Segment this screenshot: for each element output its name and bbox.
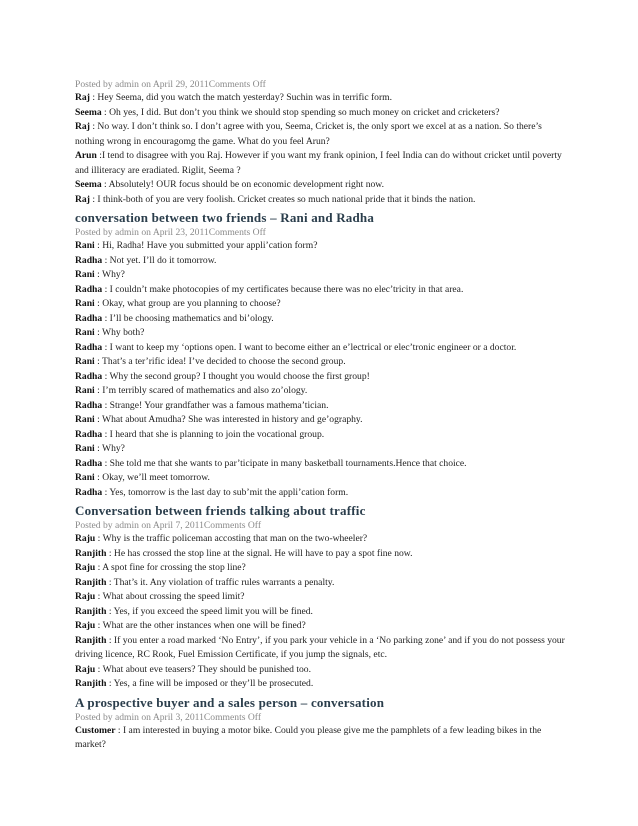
dialogue-line [75, 532, 567, 547]
dialogue-text: Why the second group? I thought you would choose the first group! [109, 370, 370, 382]
post-title[interactable]: Conversation between friends talking about traffic [75, 503, 366, 518]
speaker-name: Rani [75, 443, 95, 454]
speaker-name: Rani [75, 356, 95, 367]
speaker-separator: : [94, 443, 103, 454]
speaker-name: Rani [75, 385, 95, 396]
speaker-separator: : [102, 486, 110, 498]
speaker-separator: : [94, 327, 103, 338]
dialogue-text: Why? [102, 269, 125, 280]
dialogue-line [75, 149, 567, 178]
speaker-separator: : [94, 356, 103, 367]
speaker-separator: : [102, 312, 110, 324]
dialogue-line [75, 239, 567, 254]
dialogue-line [75, 428, 567, 443]
dialogue-line [75, 561, 567, 576]
dialogue-text: Hey Seema, did you watch the match yesterday? Suchin was in terrific form. [97, 92, 393, 103]
post-meta: Posted by admin on April 23, 2011Comments Off [75, 227, 266, 238]
speaker-name: Ranjith [75, 547, 107, 559]
dialogue-line [75, 457, 567, 472]
dialogue-line [75, 178, 567, 193]
speaker-separator: : [102, 399, 110, 411]
speaker-separator: : [102, 457, 110, 469]
dialogue-text: A spot fine for crossing the stop line? [102, 562, 246, 573]
speaker-name: Rani [75, 327, 95, 338]
dialogue-line [75, 442, 567, 457]
speaker-separator: : [94, 385, 103, 396]
dialogue-line [75, 384, 567, 399]
post-title[interactable]: A prospective buyer and a sales person – conversation [75, 694, 385, 710]
speaker-name: Raj [75, 121, 90, 132]
speaker-name: Radha [75, 312, 103, 324]
dialogue-line [75, 413, 567, 428]
speaker-separator: : [102, 283, 110, 295]
document-body [75, 78, 567, 753]
dialogue-text: Absolutely! OUR focus should be on economic development right now. [108, 179, 384, 190]
speaker-name: Rani [75, 414, 95, 425]
dialogue-line [75, 634, 567, 663]
dialogue-text: That’s a ter’rific idea! I’ve decided to choose the second group. [102, 356, 346, 367]
post-section [75, 209, 567, 500]
dialogue-line [75, 399, 567, 414]
dialogue-text: Not yet. I’ll do it tomorrow. [109, 254, 217, 266]
dialogue-line [75, 605, 567, 620]
speaker-name: Ranjith [75, 605, 107, 617]
dialogue-text: No way. I don’t think so. I don’t agree with you, Seema, Cricket is, the only sport we excel at as a nation. So there’s nothing wrong in encouragomg the game. What do you feel Arun? [75, 121, 542, 147]
speaker-separator: : [94, 298, 103, 309]
speaker-separator: : [106, 576, 114, 588]
dialogue-line [75, 355, 567, 370]
dialogue-text: She told me that she wants to par’ticipate in many basketball tournaments.Hence that choice. [109, 457, 467, 469]
dialogue-line [75, 341, 567, 356]
post-title[interactable]: conversation between two friends – Rani and Radha [75, 210, 375, 225]
speaker-separator: : [89, 121, 98, 132]
speaker-name: Arun [75, 150, 97, 161]
speaker-name: Ranjith [75, 634, 107, 646]
speaker-separator: : [94, 240, 103, 251]
speaker-name: Radha [75, 283, 103, 295]
speaker-separator: : [101, 179, 109, 190]
speaker-name: Raju [75, 620, 96, 631]
dialogue-text: He has crossed the stop line at the signal. He will have to pay a spot fine now. [113, 547, 413, 559]
speaker-separator: : [106, 634, 114, 646]
dialogue-text: I’ll be choosing mathematics and bi’ology. [109, 312, 274, 324]
speaker-name: Rani [75, 472, 95, 483]
speaker-name: Radha [75, 399, 103, 411]
speaker-separator: : [89, 92, 98, 103]
speaker-name: Seema [75, 106, 102, 118]
speaker-name: Raju [75, 562, 96, 573]
speaker-separator: : [102, 428, 110, 440]
dialogue-text: I think-both of you are very foolish. Cricket creates so much national pride that it binds the nation. [97, 193, 476, 205]
dialogue-line [75, 486, 567, 501]
dialogue-text: Okay, what group are you planning to choose? [102, 298, 281, 309]
speaker-separator: : [96, 150, 102, 161]
dialogue-line [75, 297, 567, 312]
speaker-separator: : [94, 414, 103, 425]
speaker-name: Radha [75, 370, 103, 382]
dialogue-line [75, 91, 567, 106]
dialogue-text: Oh yes, I did. But don’t you think we should stop spending so much money on cricket and cricketers? [109, 106, 500, 118]
speaker-separator: : [102, 370, 110, 382]
dialogue-line [75, 326, 567, 341]
speaker-separator: : [95, 591, 103, 602]
dialogue-text: Yes, tomorrow is the last day to sub’mit the appli’cation form. [109, 486, 349, 498]
post-section [75, 694, 567, 753]
dialogue-text: If you enter a road marked ‘No Entry’, if you park your vehicle in a ‘No parking zone’ and if you do not possess your driving licence, RC Rook, Fuel Emission Certificate, if you jump the signals, etc. [75, 634, 565, 660]
dialogue-line [75, 724, 567, 753]
speaker-name: Radha [75, 254, 103, 266]
speaker-name: Raju [75, 533, 96, 544]
dialogue-line [75, 370, 567, 385]
speaker-name: Ranjith [75, 678, 107, 689]
speaker-name: Seema [75, 179, 102, 190]
dialogue-line [75, 268, 567, 283]
speaker-separator: : [102, 254, 110, 266]
speaker-name: Raju [75, 663, 96, 675]
speaker-separator: : [95, 533, 103, 544]
speaker-separator: : [102, 341, 110, 353]
speaker-separator: : [95, 663, 103, 675]
speaker-separator: : [115, 724, 123, 736]
dialogue-line [75, 590, 567, 605]
dialogue-text: Hi, Radha! Have you submitted your appli’cation form? [102, 240, 318, 251]
dialogue-text: Why? [102, 443, 125, 454]
dialogue-text: I couldn’t make photocopies of my certificates because there was no elec’tricity in that area. [109, 283, 464, 295]
dialogue-line [75, 312, 567, 327]
post-meta: Posted by admin on April 3, 2011Comments Off [75, 711, 262, 723]
dialogue-line [75, 677, 567, 692]
dialogue-text: I tend to disagree with you Raj. However if you want my frank opinion, I feel India can do without cricket until poverty and illiteracy are eradiated. Riglit, Seema ? [75, 150, 562, 176]
dialogue-text: I heard that she is planning to join the vocational group. [109, 428, 325, 440]
speaker-name: Radha [75, 457, 103, 469]
dialogue-line [75, 619, 567, 634]
dialogue-line [75, 254, 567, 269]
speaker-separator: : [106, 547, 114, 559]
dialogue-text: I want to keep my ‘options open. I want to become either an e’lectrical or elec’tronic engineer or a doctor. [109, 341, 517, 353]
speaker-separator: : [106, 678, 114, 689]
dialogue-line [75, 576, 567, 591]
dialogue-text: I am interested in buying a motor bike. Could you please give me the pamphlets of a few leading bikes in the market? [75, 724, 542, 750]
dialogue-text: What are the other instances when one will be fined? [102, 620, 306, 631]
dialogue-text: Okay, we’ll meet tomorrow. [102, 472, 210, 483]
dialogue-text: Yes, a fine will be imposed or they’ll be prosecuted. [113, 678, 314, 689]
speaker-separator: : [94, 472, 103, 483]
dialogue-text: That’s it. Any violation of traffic rules warrants a penalty. [113, 576, 335, 588]
speaker-separator: : [89, 193, 98, 205]
dialogue-line [75, 547, 567, 562]
dialogue-text: What about eve teasers? They should be punished too. [102, 663, 311, 675]
dialogue-text: Yes, if you exceed the speed limit you will be fined. [113, 605, 313, 617]
speaker-separator: : [94, 269, 103, 280]
speaker-name: Customer [75, 724, 116, 736]
speaker-name: Ranjith [75, 576, 107, 588]
speaker-name: Radha [75, 486, 103, 498]
dialogue-line [75, 283, 567, 298]
post-section [75, 78, 567, 207]
speaker-name: Rani [75, 240, 95, 251]
speaker-name: Raju [75, 591, 96, 602]
speaker-name: Raj [75, 193, 90, 205]
speaker-name: Rani [75, 269, 95, 280]
speaker-separator: : [101, 106, 110, 118]
post-meta: Posted by admin on April 7, 2011Comments Off [75, 520, 262, 531]
dialogue-text: What about Amudha? She was interested in history and ge’ography. [102, 414, 363, 425]
dialogue-text: Why is the traffic policeman accosting that man on the two-wheeler? [102, 533, 368, 544]
speaker-name: Radha [75, 341, 103, 353]
dialogue-text: What about crossing the speed limit? [102, 591, 245, 602]
dialogue-line [75, 120, 567, 149]
speaker-separator: : [95, 562, 103, 573]
dialogue-line [75, 106, 567, 121]
speaker-name: Radha [75, 428, 103, 440]
post-section [75, 502, 567, 692]
speaker-name: Raj [75, 92, 90, 103]
dialogue-line [75, 471, 567, 486]
dialogue-text: I’m terribly scared of mathematics and also zo’ology. [102, 385, 308, 396]
dialogue-line [75, 193, 567, 208]
speaker-separator: : [106, 605, 114, 617]
dialogue-text: Why both? [102, 327, 145, 338]
speaker-name: Rani [75, 298, 95, 309]
speaker-separator: : [95, 620, 103, 631]
dialogue-line [75, 663, 567, 678]
post-meta: Posted by admin on April 29, 2011Comments Off [75, 79, 266, 90]
dialogue-text: Strange! Your grandfather was a famous mathema’tician. [109, 399, 329, 411]
